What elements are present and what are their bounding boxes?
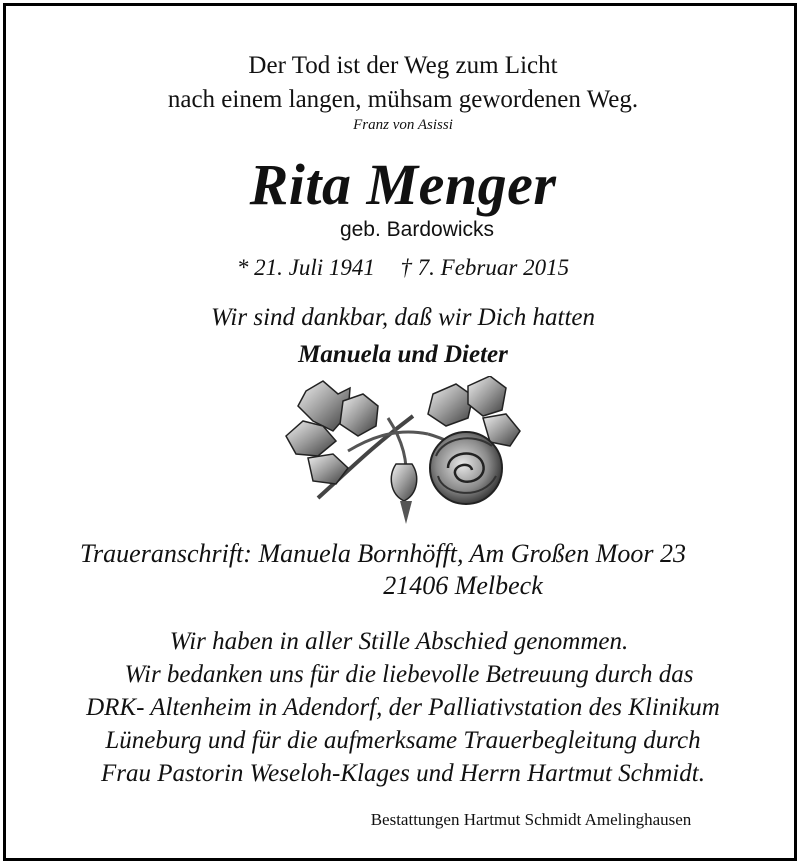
thanks-line-4: Frau Pastorin Weseloh-Klages und Herrn Hartmut Schmidt. [101,760,705,787]
life-dates [6,255,800,281]
farewell-line: Wir haben in aller Stille Abschied genommen. [169,628,629,655]
mourners-names: Manuela und Dieter [298,341,508,368]
quote-author: Franz von Asissi [353,117,453,133]
maiden-name: geb. Bardowicks [339,218,495,241]
deceased-name: Rita Menger [249,152,557,217]
thanks-line-1: Wir bedanken uns für die liebevolle Betreuung durch das [124,661,694,688]
birth-date: * 21. Juli 1941 [236,255,375,280]
obituary-notice [3,3,797,861]
quote-line-1: Der Tod ist der Weg zum Licht [248,52,558,79]
address-line-2: 21406 Melbeck [383,571,543,600]
gratitude-line: Wir sind dankbar, daß wir Dich hatten [210,304,596,331]
rose-icon [278,376,528,536]
death-date: † 7. Februar 2015 [400,255,570,280]
address-line-1: Traueranschrift: Manuela Bornhöfft, Am Großen Moor 23 [80,539,686,568]
thanks-line-2: DRK- Altenheim in Adendorf, der Palliativstation des Klinikum [86,694,720,721]
undertaker: Bestattungen Hartmut Schmidt Amelinghausen [370,810,692,829]
quote-line-2: nach einem langen, mühsam gewordenen Weg. [167,86,639,113]
thanks-line-3: Lüneburg und für die aufmerksame Trauerbegleitung durch [105,727,701,754]
